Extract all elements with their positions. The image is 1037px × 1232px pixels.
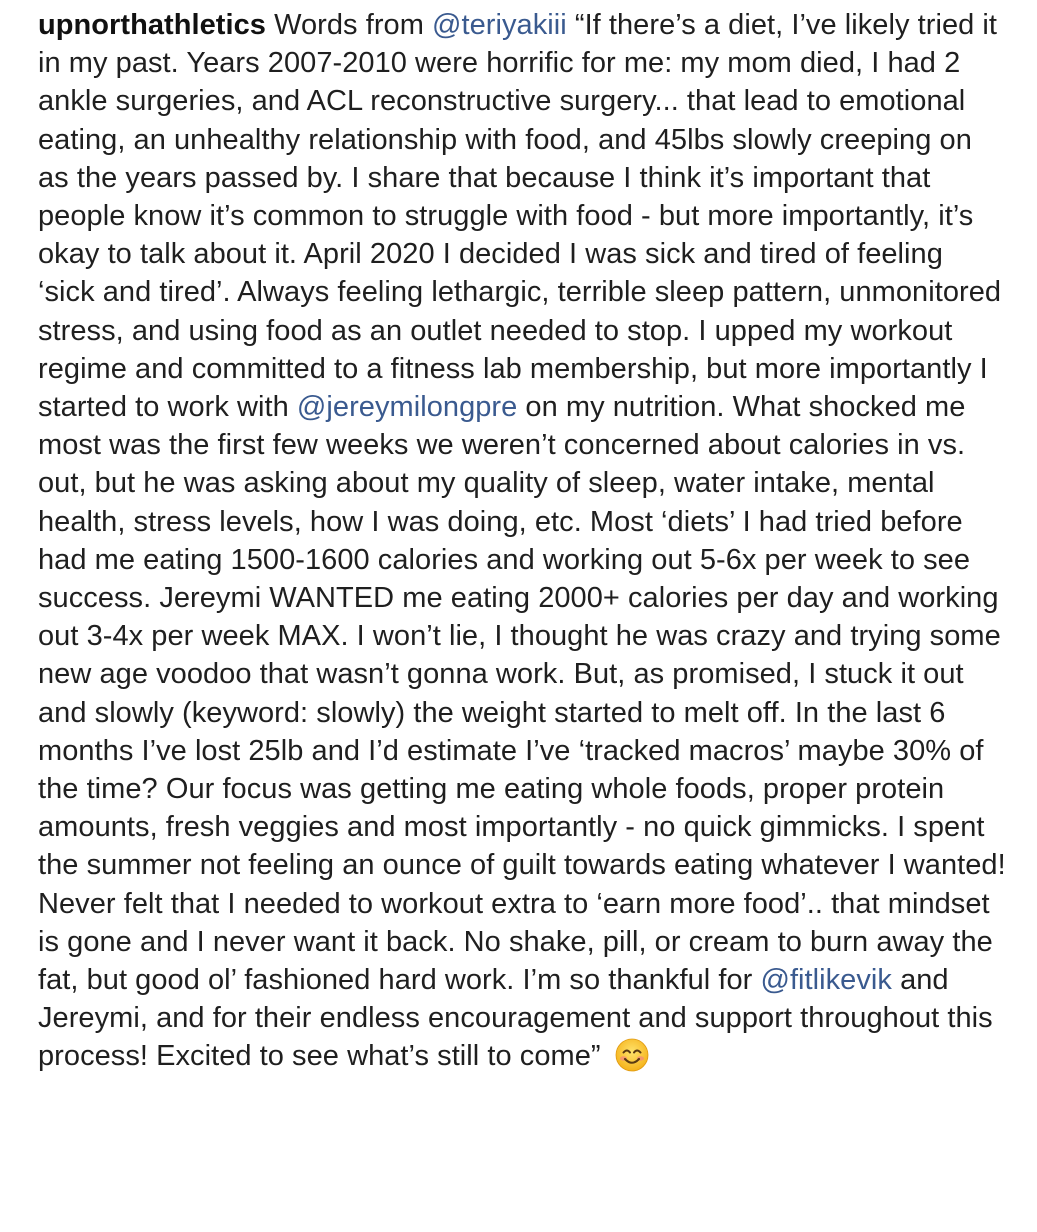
caption-text-1: Words from (265, 9, 433, 41)
mention-teriyakiii[interactable]: @teriyakiii (432, 9, 567, 41)
post-caption (38, 6, 1006, 1076)
smiling-face-emoji-icon (615, 1038, 649, 1072)
mention-jereymilongpre[interactable]: @jereymilongpre (296, 391, 518, 424)
mention-fitlikevik[interactable]: @fitlikevik (760, 964, 892, 997)
username-link[interactable]: upnorthathletics (38, 9, 266, 41)
caption-text-4: and Jereymi, and for their endless encouragement and support throughout this process! Excited to see what’s still to come” (38, 964, 993, 1073)
caption-text-3: on my nutrition. What shocked me most was the first few weeks we weren’t concerned about calories in vs. out, but he was asking about my quality of sleep, water intake, mental health, stress levels, how I was doing, etc. Most ‘diets’ I had tried before had me eating 1500-1600 calories and working out 5-6x per week to see success. Jereymi WANTED me eating 2000+ calories per day and working out 3-4x per week MAX. I won’t lie, I thought he was crazy and trying some new age voodoo that wasn’t gonna work. But, as promised, I stuck it out and slowly (keyword: slowly) the weight started to melt off. In the last 6 months I’ve lost 25lb and I’d estimate I’ve ‘tracked macros’ maybe 30% of the time? Our focus was getting me eating whole foods, proper protein amounts, fresh veggies and most importantly - no quick gimmicks. I spent the summer not feeling an ounce of guilt towards eating whatever I wanted! Never felt that I needed to workout extra to ‘earn more food’.. that mindset is gone and I never want it back. No shake, pill, or cream to burn away the fat, but good ol’ fashioned hard work. I’m so thankful for (38, 391, 1006, 997)
caption-text-2: “If there’s a diet, I’ve likely tried it in my past. Years 2007-2010 were horrific for me: my mom died, I had 2 ankle surgeries, and ACL reconstructive surgery... that lead to emotional eating, an unhealthy relationship with food, and 45lbs slowly creeping on as the years passed by. I share that because I think it’s important that people know it’s common to struggle with food - but more importantly, it’s okay to talk about it. April 2020 I decided I was sick and tired of feeling ‘sick and tired’. Always feeling lethargic, terrible sleep pattern, unmonitored stress, and using food as an outlet needed to stop. I upped my workout regime and committed to a fitness lab membership, but more importantly I started to work with (38, 9, 1002, 424)
